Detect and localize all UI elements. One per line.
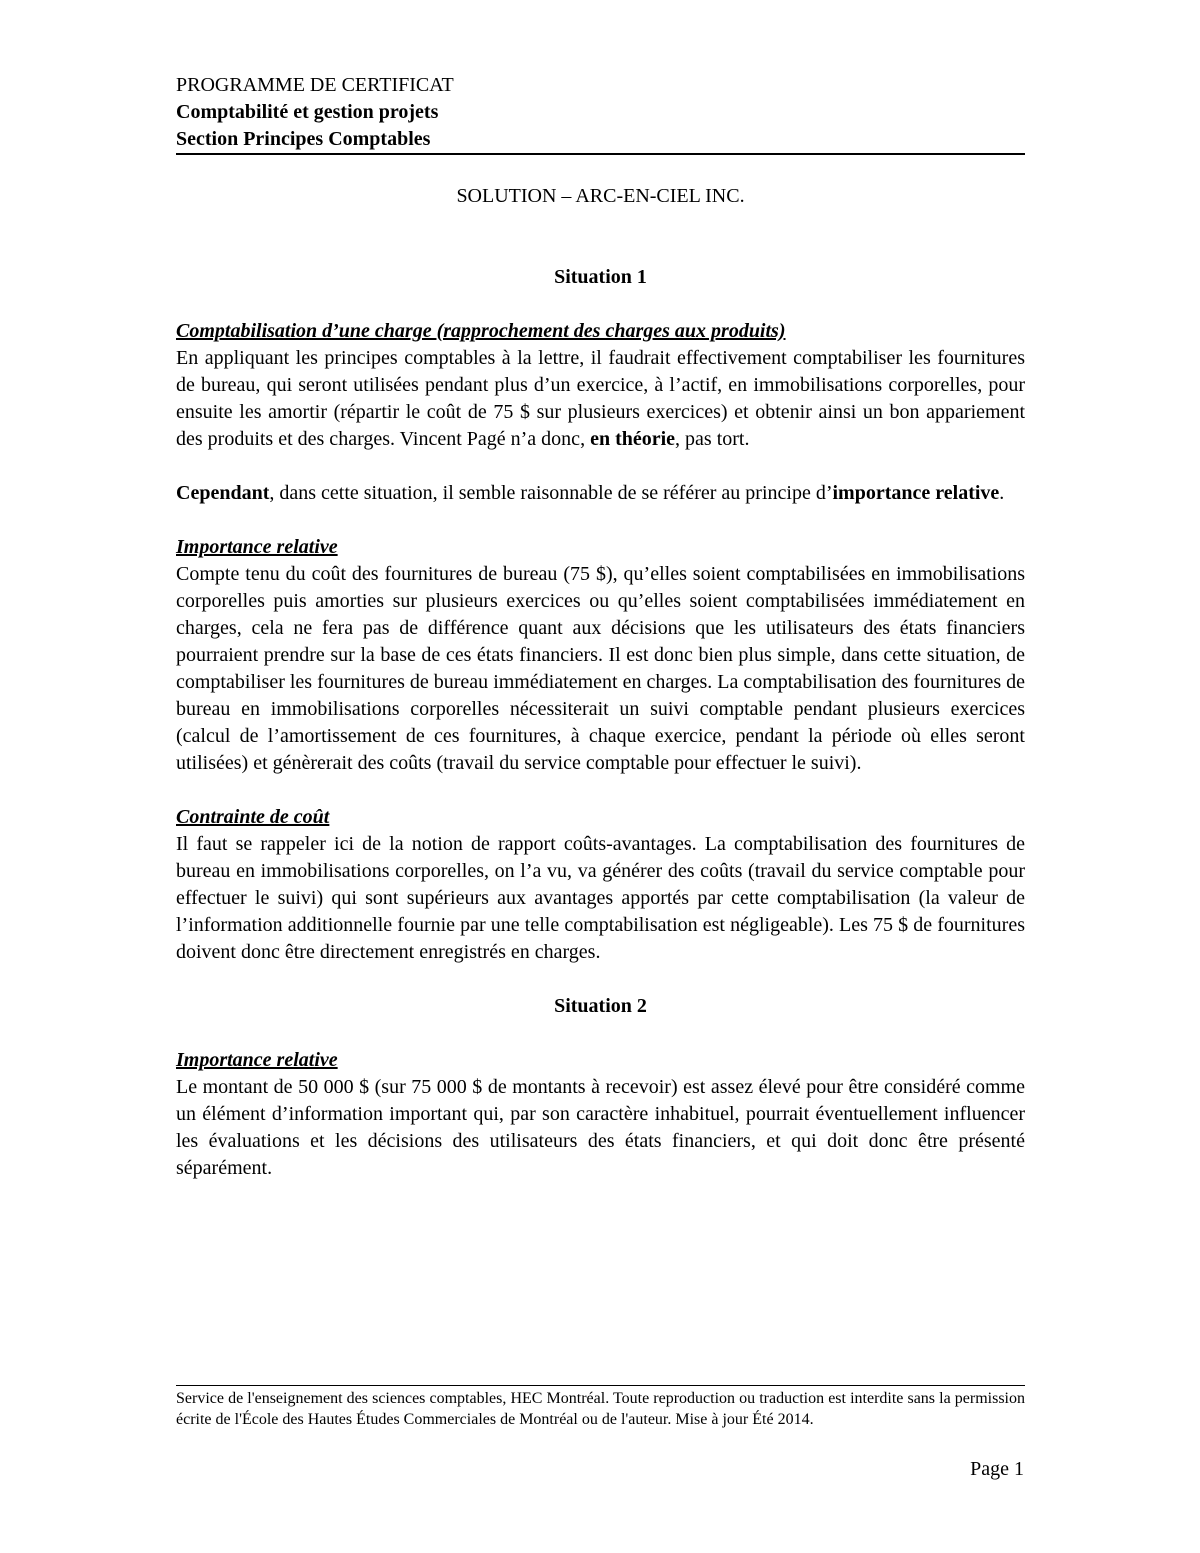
- situation-2-paragraph-importance: Le montant de 50 000 $ (sur 75 000 $ de montants à recevoir) est assez élevé pour être considéré comme un élément d’information important qui, par son caractère inhabituel, pourrait éventuellement influencer les évaluations et les décisions des utilisateurs des états financiers, et qui doit donc être présenté séparément.: [176, 1076, 1025, 1179]
- situation-1-paragraph-importance: Compte tenu du coût des fournitures de bureau (75 $), qu’elles soient comptabilisées en immobilisations corporelles puis amorties sur plusieurs exercices ou qu’elles soient comptabilisées immédiatement en charges, cela ne fera pas de différence quant aux décisions que les utilisateurs des états financiers pourraient prendre sur la base de ces états financiers. Il est donc bien plus simple, dans cette situation, de comptabiliser les fournitures de bureau immédiatement en charges. La comptabilisation des fournitures de bureau en immobilisations corporelles nécessiterait un suivi comptable pendant plusieurs exercices (calcul de l’amortissement de ces fournitures, à chaque exercice, pendant la période où elles seront utilisées) et génèrerait des coûts (travail du service comptable pour effectuer le suivi).: [176, 563, 1025, 774]
- situation-1-subheading-importance: Importance relative: [176, 536, 338, 558]
- situation-2-heading: Situation 2: [554, 995, 647, 1017]
- situation-1-heading: Situation 1: [554, 266, 647, 288]
- situation-1-paragraph-2: Cependant, dans cette situation, il semble raisonnable de se référer au principe d’importance relative.: [176, 482, 1005, 504]
- program-subtitle: Comptabilité et gestion projets: [176, 101, 439, 123]
- situation-1-subheading-charge: Comptabilisation d’une charge (rapprochement des charges aux produits): [176, 320, 786, 342]
- program-title: PROGRAMME DE CERTIFICAT: [176, 74, 454, 96]
- situation-1-paragraph-1: En appliquant les principes comptables à la lettre, il faudrait effectivement comptabiliser les fournitures de bureau, qui seront utilisées pendant plus d’un exercice, à l’actif, en immobilisations corporelles, pour ensuite les amortir (répartir le coût de 75 $ sur plusieurs exercices) et obtenir ainsi un bon appariement des produits et des charges. Vincent Pagé n’a donc, en théorie, pas tort.: [176, 347, 1025, 450]
- footer-divider: [176, 1385, 1025, 1386]
- document-body: [176, 183, 1025, 1182]
- situation-1-subheading-cost: Contrainte de coût: [176, 806, 330, 828]
- document-title: SOLUTION – ARC-EN-CIEL INC.: [456, 185, 745, 207]
- footer-notice: Service de l'enseignement des sciences comptables, HEC Montréal. Toute reproduction ou traduction est interdite sans la permission écrite de l'École des Hautes Études Commerciales de Montréal ou de l'auteur. Mise à jour Été 2014.: [176, 1390, 1025, 1428]
- situation-1-paragraph-cost: Il faut se rappeler ici de la notion de rapport coûts-avantages. La comptabilisation des fournitures de bureau en immobilisations corporelles, on l’a vu, va générer des coûts (travail du service comptable pour effectuer le suivi) qui sont supérieurs aux avantages apportés par cette comptabilisation (la valeur de l’information additionnelle fournie par une telle comptabilisation est négligeable). Les 75 $ de fournitures doivent donc être directement enregistrés en charges.: [176, 833, 1025, 963]
- situation-2-subheading-importance: Importance relative: [176, 1049, 338, 1071]
- page-number: Page 1: [970, 1458, 1024, 1480]
- section-title: Section Principes Comptables: [176, 128, 431, 150]
- document-header: [176, 72, 1025, 155]
